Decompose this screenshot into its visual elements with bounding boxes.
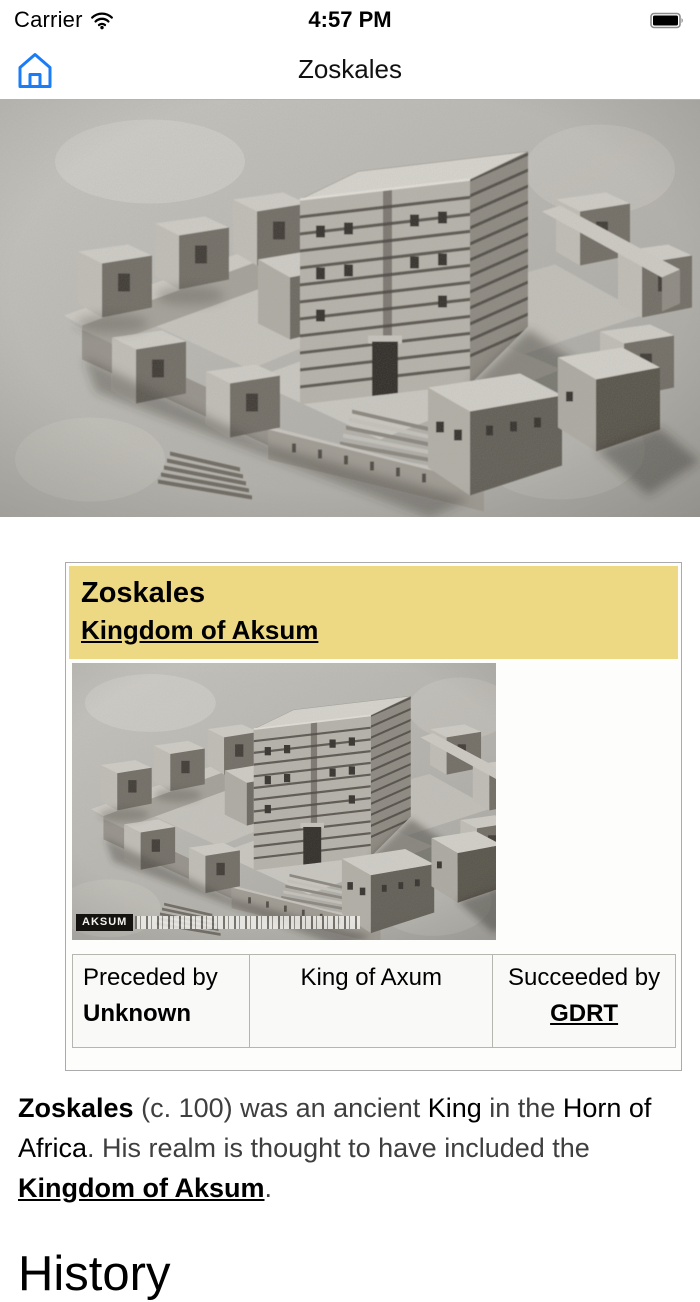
infobox-region-link[interactable]: Kingdom of Aksum [81,614,319,645]
history-heading: History [18,1246,171,1301]
status-bar [0,0,700,40]
article-link[interactable]: Kingdom of Aksum [18,1172,265,1203]
carrier-label: Carrier [14,7,83,32]
preceded-value: Unknown [83,999,191,1027]
office-cell [250,954,493,1047]
battery-icon [650,12,686,29]
wifi-icon [90,11,114,30]
home-icon [16,50,54,91]
page-title: Zoskales [297,54,403,84]
caption-label: AKSUM [76,914,133,931]
preceded-label: Preceded by [83,963,218,991]
succeeded-cell [493,954,676,1047]
status-time: 4:57 PM [308,7,392,32]
navigation-bar [0,40,700,100]
infobox-title: Zoskales [81,577,206,609]
infobox [65,562,682,1071]
article-body [0,562,700,1302]
infobox-header [69,566,678,659]
infobox-image[interactable] [72,663,496,940]
text-segment: . His realm is thought to have included the [87,1132,590,1163]
infobox-image-caption [76,914,360,931]
preceded-cell [73,954,250,1047]
intro-paragraph [18,1088,682,1208]
succeeded-link[interactable]: GDRT [550,999,619,1027]
succeeded-label: Succeeded by [508,963,661,991]
text-segment: . [264,1172,273,1203]
article-link[interactable]: King [427,1092,482,1123]
text-segment: Zoskales [18,1092,134,1123]
text-segment: (c. 100) was an ancient [133,1092,428,1123]
home-button[interactable] [15,50,55,92]
text-segment: in the [481,1092,563,1123]
succession-table [72,954,676,1048]
article-link[interactable]: Horn of Africa [18,1092,652,1163]
office-label: King of Axum [300,963,442,991]
caption-fine-print [135,916,360,929]
article-lead-image[interactable] [0,100,700,517]
